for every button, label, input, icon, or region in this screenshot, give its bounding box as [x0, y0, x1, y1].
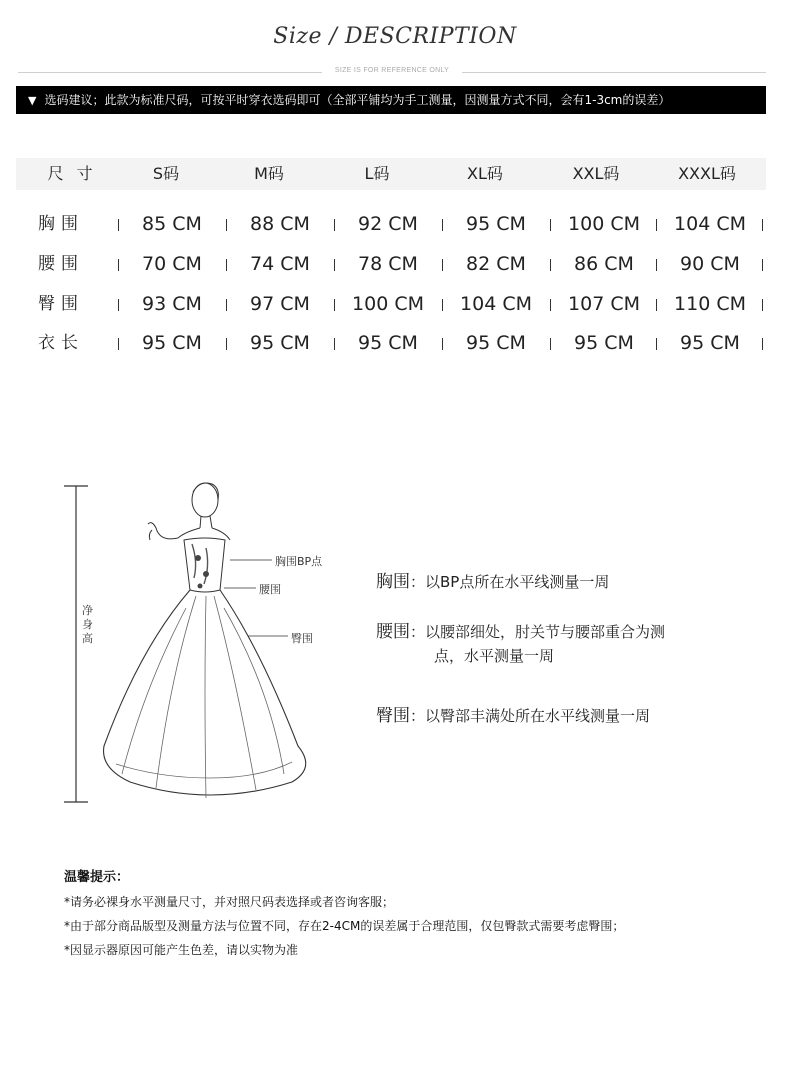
guide-colon: ：	[410, 573, 426, 591]
column-divider	[226, 259, 227, 271]
waist-label: 腰围	[259, 583, 281, 596]
table-cell: 95 CM	[358, 332, 418, 354]
column-header: L码	[364, 164, 390, 183]
column-divider	[442, 259, 443, 271]
table-cell: 107 CM	[568, 293, 640, 315]
column-divider	[442, 299, 443, 311]
notice-bar	[16, 86, 766, 114]
table-corner-label: 尺 寸	[47, 164, 97, 183]
hip-guide	[376, 704, 650, 728]
table-cell: 95 CM	[142, 332, 202, 354]
row-label: 胸围	[38, 214, 84, 234]
notice-text: 选码建议；此款为标准尺码，可按平时穿衣选码即可（全部平铺均为手工测量，因测量方式不同，会有1-3cm的误差）	[44, 93, 671, 107]
row-label: 腰围	[38, 254, 84, 274]
column-divider	[550, 338, 551, 350]
column-divider	[334, 299, 335, 311]
table-cell: 95 CM	[574, 332, 634, 354]
column-divider	[334, 338, 335, 350]
table-cell: 100 CM	[352, 293, 424, 315]
column-divider	[334, 259, 335, 271]
column-divider	[656, 299, 657, 311]
table-row	[16, 250, 766, 278]
column-divider	[334, 219, 335, 231]
column-header: XXXL码	[678, 164, 736, 183]
column-divider	[762, 259, 763, 271]
table-cell: 95 CM	[466, 332, 526, 354]
table-cell: 95 CM	[466, 213, 526, 235]
table-cell: 85 CM	[142, 213, 202, 235]
tips-title: 温馨提示：	[64, 870, 130, 885]
guide-key: 胸围	[376, 572, 410, 592]
column-divider	[550, 219, 551, 231]
column-divider	[442, 219, 443, 231]
table-cell: 86 CM	[574, 253, 634, 275]
table-cell: 78 CM	[358, 253, 418, 275]
column-header: XL码	[467, 164, 503, 183]
guide-text: 以腰部细处，肘关节与腰部重合为测	[425, 623, 666, 641]
table-cell: 92 CM	[358, 213, 418, 235]
column-divider	[118, 259, 119, 271]
column-divider	[762, 338, 763, 350]
tip-item: *由于部分商品版型及测量方法与位置不同，存在2-4CM的误差属于合理范围，仅包臀款式需要考虑臀围；	[64, 919, 625, 933]
table-row	[16, 210, 766, 238]
table-cell: 110 CM	[674, 293, 746, 315]
column-header: M码	[254, 164, 284, 183]
table-cell: 74 CM	[250, 253, 310, 275]
table-cell: 70 CM	[142, 253, 202, 275]
table-row	[16, 329, 766, 357]
column-divider	[226, 219, 227, 231]
table-cell: 95 CM	[250, 332, 310, 354]
guide-key: 腰围	[376, 622, 410, 642]
table-row	[16, 290, 766, 318]
table-cell: 97 CM	[250, 293, 310, 315]
guide-text: 以BP点所在水平线测量一周	[425, 573, 610, 591]
guide-key: 臀围	[376, 706, 410, 726]
column-divider	[118, 338, 119, 350]
waist-guide	[376, 620, 716, 668]
table-cell: 95 CM	[680, 332, 740, 354]
table-cell: 100 CM	[568, 213, 640, 235]
column-divider	[762, 219, 763, 231]
column-divider	[226, 299, 227, 311]
page-title: Size / DESCRIPTION	[273, 24, 517, 49]
column-divider	[656, 259, 657, 271]
tip-item: *请务必裸身水平测量尺寸，并对照尺码表选择或者咨询客服；	[64, 895, 395, 909]
column-header: XXL码	[572, 164, 620, 183]
row-label: 臀围	[38, 294, 84, 314]
column-divider	[226, 338, 227, 350]
bust-label: 胸围BP点	[275, 555, 323, 568]
bust-guide	[376, 570, 609, 594]
column-header: S码	[152, 164, 180, 183]
column-divider	[550, 299, 551, 311]
table-cell: 90 CM	[680, 253, 740, 275]
table-cell: 104 CM	[460, 293, 532, 315]
guide-text: 以臀部丰满处所在水平线测量一周	[425, 707, 651, 725]
page-subtitle: SIZE IS FOR REFERENCE ONLY	[322, 67, 462, 74]
tips-section	[64, 866, 624, 962]
guide-colon: ：	[410, 623, 426, 641]
guide-colon: ：	[410, 707, 426, 725]
column-divider	[118, 219, 119, 231]
column-divider	[442, 338, 443, 350]
size-table-header	[16, 158, 766, 190]
table-cell: 82 CM	[466, 253, 526, 275]
column-divider	[656, 219, 657, 231]
hip-label: 臀围	[291, 632, 313, 645]
gown-illustration	[60, 478, 360, 808]
column-divider	[656, 338, 657, 350]
height-label: 净身高	[82, 604, 93, 645]
table-cell: 93 CM	[142, 293, 202, 315]
table-cell: 88 CM	[250, 213, 310, 235]
triangle-down-icon: ▼	[28, 94, 37, 107]
row-label: 衣长	[38, 333, 84, 353]
column-divider	[118, 299, 119, 311]
column-divider	[762, 299, 763, 311]
table-cell: 104 CM	[674, 213, 746, 235]
gown-sketch	[60, 478, 360, 808]
tip-item: *因显示器原因可能产生色差，请以实物为准	[64, 943, 299, 957]
guide-text-continued: 点，水平测量一周	[434, 647, 555, 665]
column-divider	[550, 259, 551, 271]
